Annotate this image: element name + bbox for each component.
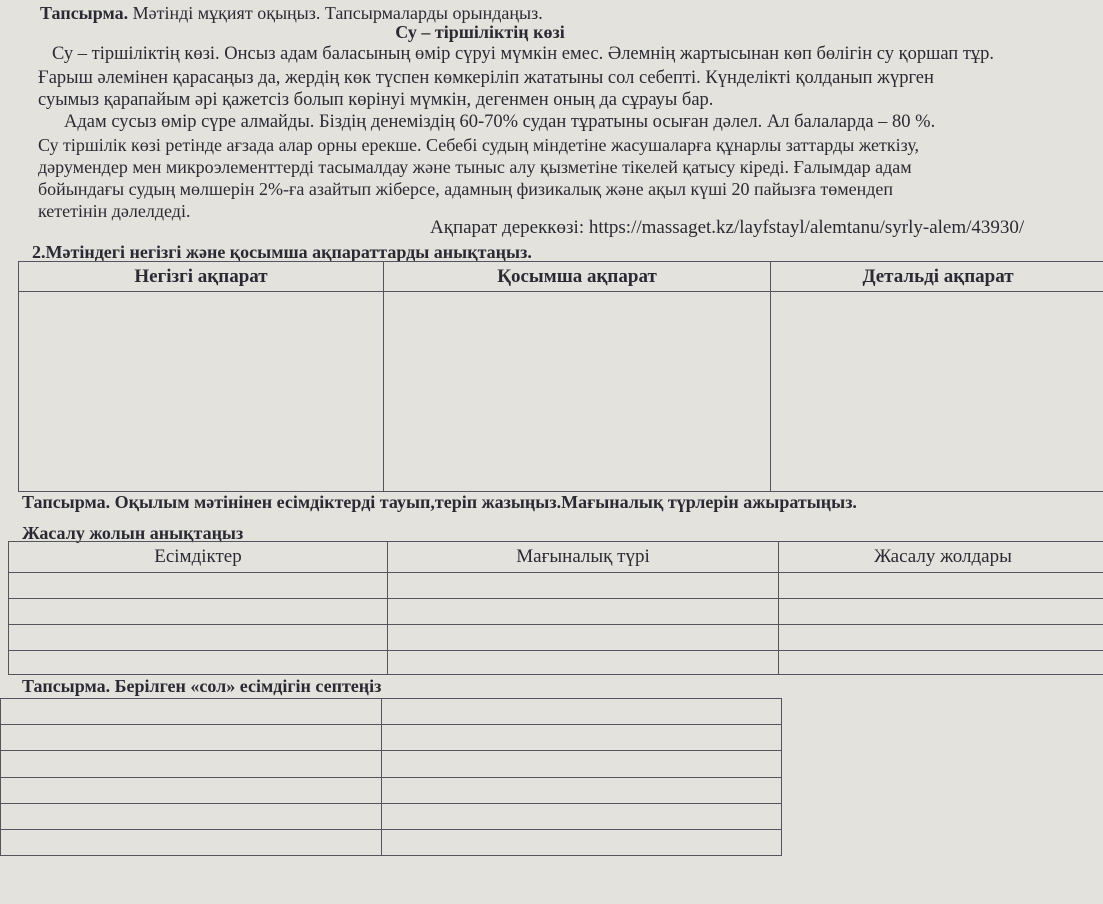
answer-cell[interactable]	[779, 625, 1103, 651]
task1-heading	[40, 2, 543, 24]
answer-cell[interactable]	[382, 751, 782, 778]
col-pronouns: Есімдіктер	[9, 542, 388, 573]
paragraph-line-7: бойындағы судың мөлшерін 2%-ға азайтып жіберсе, адамның физикалық және ақыл күші 20 пайызға төмендеп	[38, 179, 894, 199]
answer-cell[interactable]	[9, 625, 388, 651]
source-citation: Ақпарат дереккөзі: https://massaget.kz/layfstayl/alemtanu/syrly-alem/43930/	[430, 217, 1025, 238]
answer-cell[interactable]	[1, 751, 382, 778]
answer-cell[interactable]	[779, 651, 1103, 675]
col-main-info: Негізгі ақпарат	[19, 262, 384, 292]
paragraph-line-8: кететінін дәлелдеді.	[38, 201, 191, 221]
task2-heading: 2.Мәтіндегі негізгі және қосымша ақпараттарды анықтаңыз.	[32, 242, 532, 262]
answer-cell[interactable]	[779, 599, 1103, 625]
answer-cell[interactable]	[382, 804, 782, 830]
col-additional-info: Қосымша ақпарат	[384, 262, 771, 292]
task4-heading: Тапсырма. Берілген «сол» есімдігін септеңіз	[22, 676, 382, 696]
col-detailed-info: Детальді ақпарат	[771, 262, 1103, 292]
paragraph-line-5: Су тіршілік көзі ретінде ағзада алар орны ерекше. Себебі судың міндетіне жасушаларға құнарлы заттарды жеткізу,	[38, 135, 920, 155]
answer-cell[interactable]	[388, 625, 779, 651]
paragraph-line-4: Адам сусыз өмір сүре алмайды. Біздің денеміздің 60-70% судан тұратыны осыған дәлел. Ал балаларда – 80 %.	[64, 112, 936, 132]
info-table	[18, 261, 1103, 492]
answer-cell[interactable]	[384, 292, 771, 492]
answer-cell[interactable]	[9, 573, 388, 599]
answer-cell[interactable]	[388, 599, 779, 625]
answer-cell[interactable]	[1, 778, 382, 804]
task1-heading-text: Мәтінді мұқият оқыңыз. Тапсырмаларды орындаңыз.	[132, 3, 543, 23]
col-meaning-type: Мағыналық түрі	[388, 542, 779, 573]
answer-cell[interactable]	[388, 573, 779, 599]
answer-cell[interactable]	[9, 651, 388, 675]
declension-table	[0, 698, 782, 856]
task1-heading-bold: Тапсырма.	[40, 3, 129, 23]
answer-cell[interactable]	[382, 830, 782, 856]
answer-cell[interactable]	[382, 725, 782, 751]
answer-cell[interactable]	[779, 573, 1103, 599]
paragraph-line-1: Су – тіршіліктің көзі. Онсыз адам баласының өмір сүруі мүмкін емес. Әлемнің жартысынан көп бөлігін су қоршап тұр.	[52, 44, 995, 64]
task3-heading-line1: Тапсырма. Оқылым мәтінінен есімдіктерді тауып,теріп жазыңыз.Мағыналық түрлерін ажыратыңыз.	[22, 492, 857, 512]
text-title: Су – тіршіліктің көзі	[395, 22, 565, 42]
answer-cell[interactable]	[388, 651, 779, 675]
answer-cell[interactable]	[9, 599, 388, 625]
answer-cell[interactable]	[19, 292, 384, 492]
col-formation: Жасалу жолдары	[779, 542, 1103, 573]
paragraph-line-2: Ғарыш әлемінен қарасаңыз да, жердің көк түспен көмкеріліп жататыны сол себепті. Күнделікті қолданып жүрген	[38, 68, 934, 88]
task3-heading-line2: Жасалу жолын анықтаңыз	[22, 523, 244, 543]
answer-cell[interactable]	[771, 292, 1103, 492]
paragraph-line-3: суымыз қарапайым әрі қажетсіз болып көрінуі мүмкін, дегенмен оның да сұрауы бар.	[38, 90, 714, 110]
pronoun-table	[8, 541, 1103, 675]
answer-cell[interactable]	[1, 725, 382, 751]
answer-cell[interactable]	[382, 778, 782, 804]
answer-cell[interactable]	[1, 830, 382, 856]
paragraph-line-6: дәрумендер мен микроэлементтерді тасымалдау және тыныс алу қызметіне тікелей қатысу кіреді. Ғалымдар адам	[38, 157, 912, 177]
answer-cell[interactable]	[1, 699, 382, 725]
answer-cell[interactable]	[382, 699, 782, 725]
answer-cell[interactable]	[1, 804, 382, 830]
